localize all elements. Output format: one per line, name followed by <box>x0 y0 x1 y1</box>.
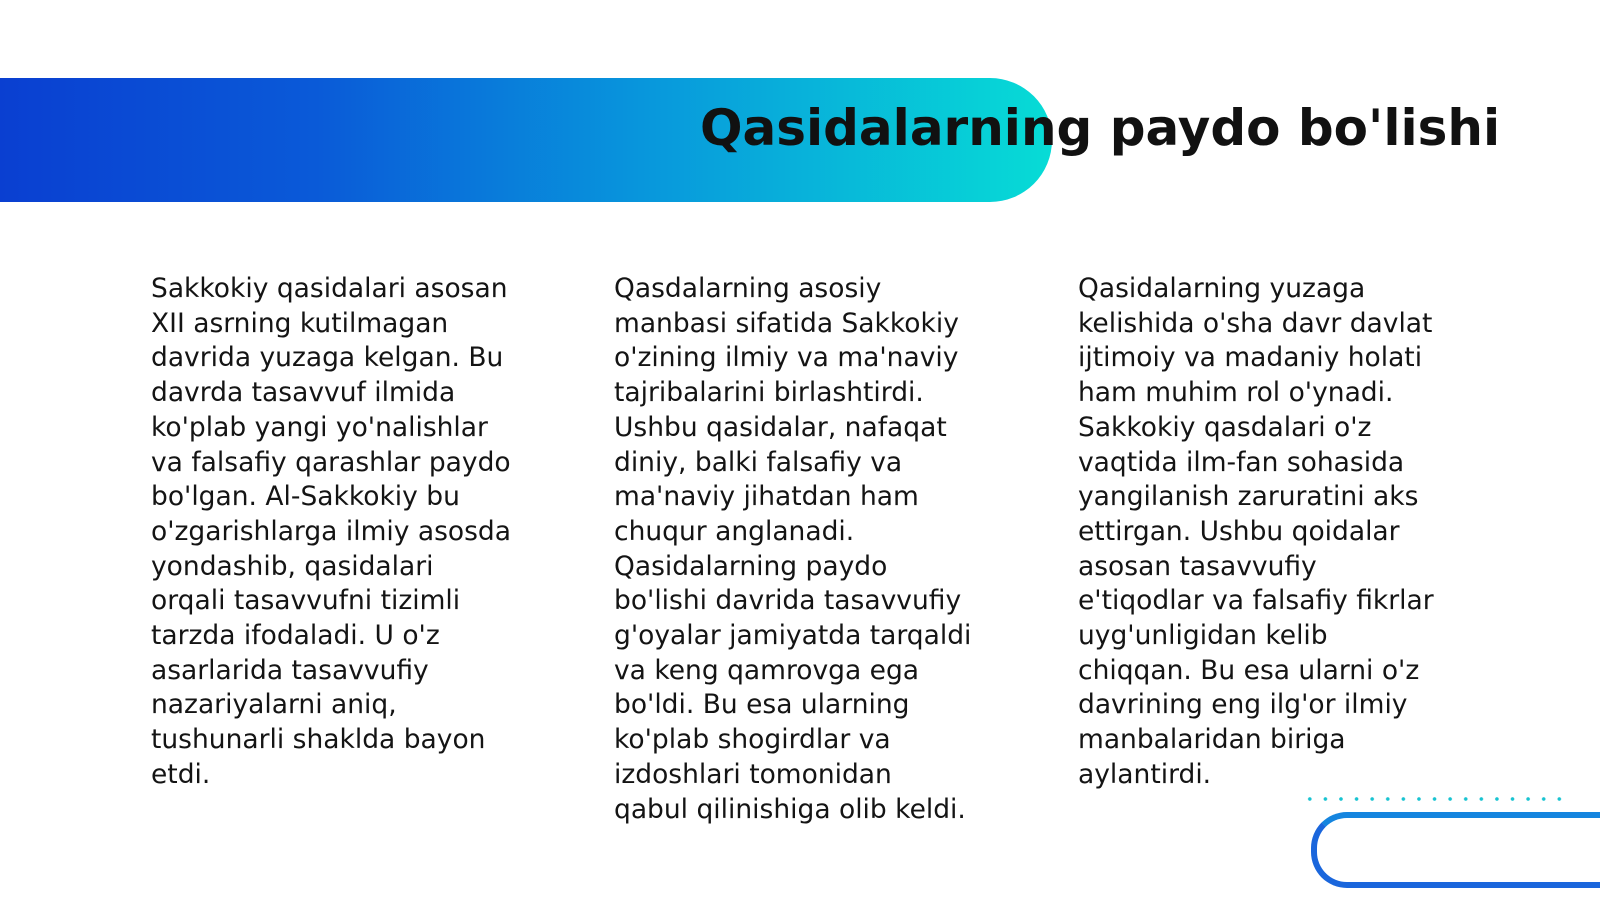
text-column-3: Qasidalarning yuzaga kelishida o'sha davr davlat ijtimoiy va madaniy holati ham muhim rol o'ynadi. Sakkokiy qasdalari o'z vaqtida ilm-fan sohasida yangilanish zaruratini aks ettirgan. Ushbu qoidalar asosan tasavvufiy e'tiqodlar va falsafiy fikrlar uyg'unligidan kelib chiqqan. Bu esa ularni o'z davrining eng ilg'or ilmiy manbalaridan biriga aylantirdi. <box>1078 273 1434 790</box>
text-column-2: Qasdalarning asosiy manbasi sifatida Sakkokiy o'zining ilmiy va ma'naviy tajribalarini birlashtirdi. Ushbu qasidalar, nafaqat diniy, balki falsafiy va ma'naviy jihatdan ham chuqur anglanadi. Qasidalarning paydo bo'lishi davrida tasavvufiy g'oyalar jamiyatda tarqaldi va keng qamrovga ega bo'ldi. Bu esa ularning ko'plab shogirdlar va izdoshlari tomonidan qabul qilinishiga olib keldi. <box>614 273 972 825</box>
rounded-outline-decoration <box>1311 812 1600 888</box>
slide-title: Qasidalarning paydo bo'lishi <box>700 99 1501 157</box>
text-column-1: Sakkokiy qasidalari asosan XII asrning kutilmagan davrida yuzaga kelgan. Bu davrda tasavvuf ilmida ko'plab yangi yo'nalishlar va falsafiy qarashlar paydo bo'lgan. Al-Sakkokiy bu o'zgarishlarga ilmiy asosda yondashib, qasidalari orqali tasavvufni tizimli tarzda ifodaladi. U o'z asarlarida tasavvufiy nazariyalarni aniq, tushunarli shaklda bayon etdi. <box>151 273 511 790</box>
dotted-line-decoration <box>1302 796 1568 802</box>
